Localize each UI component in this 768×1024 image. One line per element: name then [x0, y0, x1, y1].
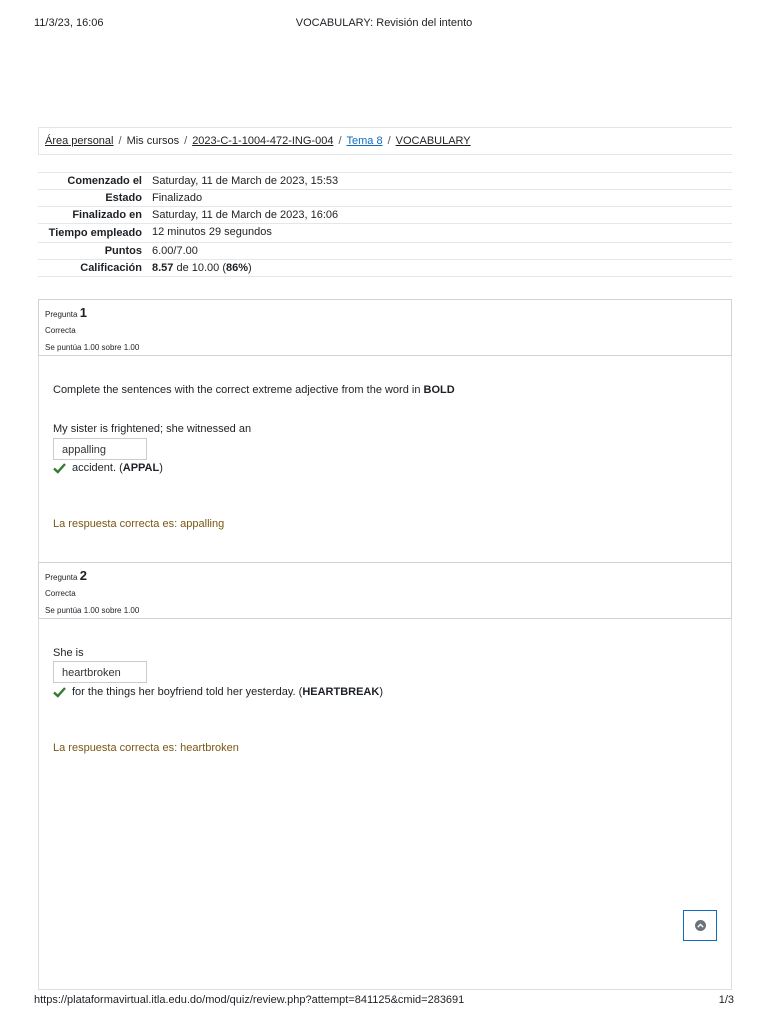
question-state: Correcta: [45, 589, 76, 598]
summary-value: Saturday, 11 de March de 2023, 16:06: [147, 207, 732, 224]
question-2-right-answer: La respuesta correcta es: heartbroken: [53, 742, 239, 754]
summary-label: Finalizado en: [38, 207, 147, 224]
summary-label: Puntos: [38, 243, 147, 260]
question-1-info: [38, 299, 732, 356]
question-1-instruction: Complete the sentences with the correct extreme adjective from the word in BOLD: [53, 384, 455, 396]
breadcrumb-separator: /: [338, 135, 342, 147]
grade-mid: de 10.00 (: [173, 262, 227, 274]
question-1-sentence-start: My sister is frightened; she witnessed an: [53, 423, 252, 435]
question-1-answer-field[interactable]: appalling: [53, 438, 147, 460]
question-number: 1: [79, 305, 87, 320]
question-state: Correcta: [45, 326, 76, 335]
grade-score: 8.57: [152, 262, 174, 274]
check-icon: [53, 686, 66, 698]
grade-end: ): [248, 262, 252, 274]
breadcrumb-tema[interactable]: Tema 8: [346, 135, 383, 147]
question-prefix: Pregunta: [45, 310, 78, 319]
question-2-answer-field[interactable]: heartbroken: [53, 661, 147, 683]
breadcrumb-area-personal[interactable]: Área personal: [45, 135, 114, 147]
summary-row: [38, 173, 732, 190]
print-header: [34, 17, 734, 31]
summary-row: [38, 243, 732, 260]
question-number: 2: [79, 568, 87, 583]
print-url: https://plataformavirtual.itla.edu.do/mod/quiz/review.php?attempt=841125&cmid=283691: [34, 994, 465, 1006]
breadcrumb-separator: /: [184, 135, 188, 147]
print-footer: [34, 994, 734, 1008]
summary-row: [38, 190, 732, 207]
summary-value: Saturday, 11 de March de 2023, 15:53: [147, 173, 732, 190]
summary-row: [38, 224, 732, 243]
instruction-bold: BOLD: [423, 384, 455, 396]
question-2-sentence-end: for the things her boyfriend told her yesterday. ( HEARTBREAK ): [53, 686, 383, 698]
summary-label: Comenzado el: [38, 173, 147, 190]
summary-row: [38, 260, 732, 277]
back-to-top-button[interactable]: [683, 910, 717, 941]
grade-percent: 86%: [226, 262, 249, 274]
breadcrumb-vocabulary[interactable]: VOCABULARY: [395, 135, 471, 147]
summary-row: [38, 207, 732, 224]
question-grade: Se puntúa 1.00 sobre 1.00: [45, 606, 140, 615]
summary-label: Estado: [38, 190, 147, 207]
breadcrumb-separator: /: [118, 135, 122, 147]
question-prefix: Pregunta: [45, 573, 78, 582]
summary-value: [147, 260, 732, 277]
breadcrumb-course[interactable]: 2023-C-1-1004-472-ING-004: [192, 135, 334, 147]
print-date: 11/3/23, 16:06: [34, 17, 104, 29]
chevron-up-icon: [695, 920, 706, 931]
print-title: VOCABULARY: Revisión del intento: [295, 17, 473, 29]
breadcrumb-mis-cursos: Mis cursos: [126, 135, 180, 147]
attempt-summary-table: [38, 172, 732, 277]
breadcrumb: [38, 127, 732, 155]
print-page-number: 1/3: [718, 994, 734, 1006]
summary-value: 12 minutos 29 segundos: [147, 224, 732, 243]
summary-label: Tiempo empleado: [38, 224, 147, 243]
check-icon: [53, 462, 66, 474]
breadcrumb-separator: /: [387, 135, 391, 147]
summary-value: Finalizado: [147, 190, 732, 207]
question-2-sentence-start: She is: [53, 647, 84, 659]
question-2-info: [38, 562, 732, 619]
summary-value: 6.00/7.00: [147, 243, 732, 260]
question-1-right-answer: La respuesta correcta es: appalling: [53, 518, 225, 530]
question-1-sentence-end: accident. ( APPAL ): [53, 462, 163, 474]
summary-label: Calificación: [38, 260, 147, 277]
question-grade: Se puntúa 1.00 sobre 1.00: [45, 343, 140, 352]
